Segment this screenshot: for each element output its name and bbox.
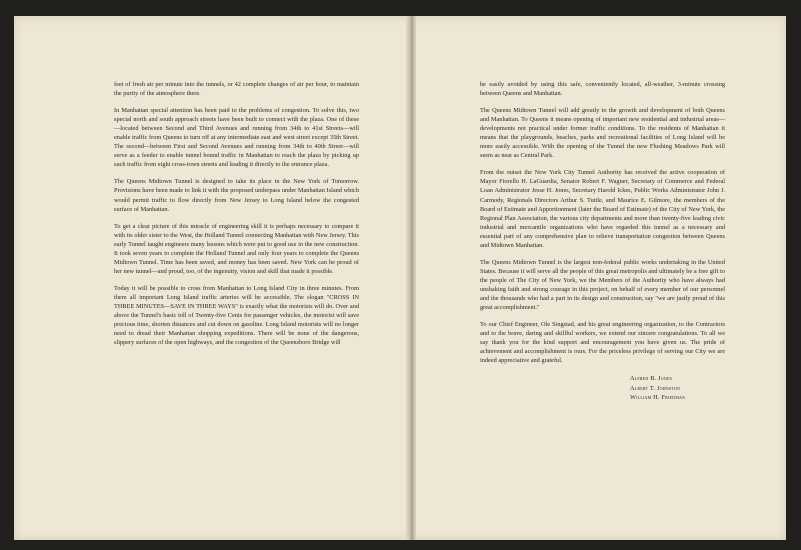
signer-name: Albert T. Johnston xyxy=(630,384,681,392)
signature-block xyxy=(480,374,725,402)
right-paragraph-5: To our Chief Engineer, Ole Singstad, and his great engineering organization, to the Contractors and to the brave, daring and skillful workers, we extend our sincere congratulations. To all we say thank you for the kind support and encouragement you have given us. The pride of achievement and accomplishment is ours. For the priceless privilege of serving our City we are indeed appreciative and grateful. xyxy=(480,321,725,365)
left-page-text-column xyxy=(114,80,359,355)
signer-name: William H. Friedman xyxy=(630,393,686,401)
left-paragraph-4: To get a clear picture of this miracle of engineering skill it is perhaps necessary to compare it with its older sister to the West, the Holland Tunnel connecting Manhattan with New Jersey. This early Tunnel taught engineers many lessons which were put to good use in the new construction. It took seven years to complete the Holland Tunnel and only four years to complete the Queens Midtown Tunnel. Time has been saved, and money has been saved. New York can be proud of her new tunnel—and proud, too, of the ingenuity, vision and skill that made it possible. xyxy=(114,222,359,275)
left-paragraph-3: The Queens Midtown Tunnel is designed to take its place in the New York of Tomorrow. Provisions have been made to link it with the proposed underpass under Manhattan Island which would permit traffic to flow directly from New Jersey to Long Island below the congested surface of Manhattan. xyxy=(114,178,359,213)
left-paragraph-1: feet of fresh air per minute into the tunnels, or 42 complete changes of air per hour, to maintain the purity of the atmosphere there. xyxy=(114,81,359,98)
left-paragraph-2: In Manhattan special attention has been paid to the problems of congestion. To solve this, two special north and south approach streets have been built to connect with the plaza. One of these—located between Second and Third Avenues and running from 34th to 41st Streets—will enable traffic from Queens to turn off at any intermediate east and west street except 35th Street. The second—between First and Second Avenues and running from 34th to 40th Street—will serve as a feeder to enable tunnel bound traffic in Manhattan to reach the plaza by picking up such traffic from eight cross-town streets and leading it directly to the entrance plaza. xyxy=(114,107,359,169)
left-page xyxy=(14,16,406,540)
left-paragraph-5: Today it will be possible to cross from Manhattan to Long Island City in three minutes. From there all important Long Island traffic arteries will be accessible. The slogan "CROSS IN THREE MINUTES—SAVE IN THREE WAYS" is exactly what the motorists will do. Over and above the Tunnel's basic toll of Twenty-five Cents for passenger vehicles, the motorist will save precious time, shorten distances and cut down on gasoline. Long Island motorists will no longer need to dread their Manhattan shopping expeditions. There will be none of the dangerous, slippery surfaces of the open highways, and the congestion of the Queensboro Bridge will xyxy=(114,284,359,347)
signer-name: Alfred B. Jones xyxy=(630,375,673,383)
right-page-text-column xyxy=(480,80,725,402)
right-page xyxy=(416,16,786,540)
right-paragraph-2: The Queens Midtown Tunnel will add greatly to the growth and development of both Queens and Manhattan. To Queens it means opening of important new residential and industrial areas—developments not practical under former traffic conditions. To the residents of Manhattan it means that the playgrounds, beaches, parks and recreational facilities of Long Island will be more easily accessible. With the opening of the Tunnel the new Flushing Meadows Park will seem as near as Central Park. xyxy=(480,107,725,160)
book-spread xyxy=(14,16,786,540)
right-paragraph-3: From the outset the New York City Tunnel Authority has received the active cooperation of Mayor Fiorello H. LaGuardia, Senator Robert F. Wagner, Secretary of Commerce and Federal Loan Administrator Jesse H. Jones, Secretary Harold Ickes, Public Works Administrator John J. Carmody, Regionals Directors Arthur S. Tuttle, and Maurice E. Gilmore, the members of the Board of Estimate and Apportionment (later the Board of Estimate) of the City of New York, the Regional Plan Association, the various city departments and more than twenty-five leading civic industrial and mercantile organizations who have regarded this tunnel as a necessary and essential part of any comprehensive plan to relieve transportation congestion between Queens and Midtown Manhattan. xyxy=(480,169,725,249)
book-spine xyxy=(406,16,416,540)
right-paragraph-1: be easily avoided by using this safe, conveniently located, all-weather, 3-minute crossing between Queens and Manhattan. xyxy=(480,81,725,98)
right-paragraph-4: The Queens Midtown Tunnel is the largest non-federal public works undertaking in the United States. Because it will serve all the people of this great metropolis and ultimately be a free gift to the people of The City of New York, we the Members of the Authority who have always had unshaking faith and strong courage in this project, on behalf of every member of our personnel and the thousands who had a part in its design and construction, say "we are justly proud of this great accomplishment." xyxy=(480,258,725,312)
